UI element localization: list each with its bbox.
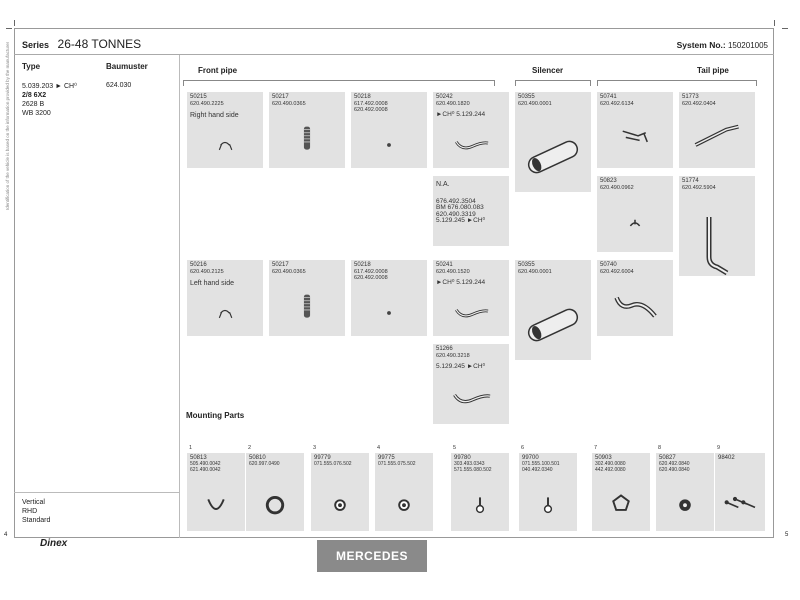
part-code: 50810 xyxy=(249,455,266,461)
clamp-bracket-icon xyxy=(187,134,263,168)
oem-number: 620.997.0490 xyxy=(249,461,280,467)
part-card-50355[interactable] xyxy=(515,92,591,192)
part-card-50741[interactable] xyxy=(597,92,673,168)
page-number-right: 5 xyxy=(785,532,789,538)
silencer-icon xyxy=(515,290,591,360)
mounting-part-index: 2 xyxy=(248,445,252,451)
mounting-part-index: 4 xyxy=(377,445,381,451)
oem-number: 302.490.0080 xyxy=(595,461,626,467)
curved-pipe-icon xyxy=(597,290,673,336)
part-code: 99775 xyxy=(378,455,395,461)
oem-number: 505.490.0042 xyxy=(190,461,221,467)
mounting-part-50813[interactable] xyxy=(187,445,245,531)
oem-number: 617.492.0008 xyxy=(354,100,388,107)
part-card-50355[interactable] xyxy=(515,260,591,360)
part-code: 51774 xyxy=(682,178,699,184)
part-code: 50218 xyxy=(354,262,371,268)
mounting-part-99775[interactable] xyxy=(375,445,433,531)
mounting-part-98402[interactable] xyxy=(715,445,765,531)
flex-hose-icon xyxy=(269,122,345,168)
part-note: 5.129.245 ►CH⁰ xyxy=(436,363,486,370)
brand-tab[interactable]: MERCEDES xyxy=(317,540,427,572)
part-code: 50217 xyxy=(272,262,289,268)
clamp-bracket-icon xyxy=(187,302,263,336)
mounting-part-index: 7 xyxy=(594,445,598,451)
mounting-part-99700[interactable] xyxy=(519,445,577,531)
oem-number: 620.492.0404 xyxy=(682,100,716,107)
oem-number: 620.490.0962 xyxy=(600,184,634,191)
bolt-icon xyxy=(451,487,509,531)
part-code: 99780 xyxy=(454,455,471,461)
part-code: 50355 xyxy=(518,94,535,100)
oem-number: 071.555.075.502 xyxy=(378,461,416,467)
oem-number: 620.490.0365 xyxy=(272,268,306,275)
oem-number: 620.490.0365 xyxy=(272,100,306,107)
bolt-set-icon xyxy=(715,487,765,531)
part-card-50217[interactable] xyxy=(269,92,345,168)
bent-pipe-icon xyxy=(433,302,509,336)
bent-pipe-icon xyxy=(433,134,509,168)
config-line: Vertical xyxy=(22,499,45,506)
oem-number: 571.555.080.502 xyxy=(454,467,492,473)
dinex-logo: Dinex xyxy=(40,538,68,549)
baumuster-label: Baumuster xyxy=(106,62,148,71)
oem-number: 620.490.1520 xyxy=(436,268,470,275)
part-code: 50827 xyxy=(659,455,676,461)
part-code: 50813 xyxy=(190,455,207,461)
oem-number: 620.490.0001 xyxy=(518,268,552,275)
part-code: 50217 xyxy=(272,94,289,100)
section-silencer: Silencer xyxy=(532,66,564,75)
mounting-part-50810[interactable] xyxy=(246,445,304,531)
oem-number: 676.492.3504 xyxy=(436,197,476,205)
clip-icon xyxy=(656,487,714,531)
system-header xyxy=(677,40,768,50)
oem-number: 071.555.100.501 xyxy=(522,461,560,467)
part-code: 99700 xyxy=(522,455,539,461)
oem-number: 620.492.5904 xyxy=(682,184,716,191)
part-card-50218[interactable] xyxy=(351,260,427,336)
section-front-pipe: Front pipe xyxy=(198,66,238,75)
mounting-part-index: 1 xyxy=(189,445,193,451)
oem-number: 620.490.3319 xyxy=(436,210,476,218)
part-card-50216[interactable] xyxy=(187,260,263,336)
part-code: 98402 xyxy=(718,455,735,461)
mounting-part-index: 8 xyxy=(658,445,662,451)
hose-clamp-icon xyxy=(246,487,304,531)
mounting-part-index: 5 xyxy=(453,445,457,451)
mounting-part-99780[interactable] xyxy=(451,445,509,531)
flex-hose-icon xyxy=(269,290,345,336)
front-pipe-bracket xyxy=(183,80,495,86)
oem-number: 620.490.1820 xyxy=(436,100,470,107)
oem-number: 442.492.0080 xyxy=(595,467,626,473)
oem-number: 621.490.0042 xyxy=(190,467,221,473)
part-card-na[interactable] xyxy=(433,176,509,246)
oem-number: 620.490.2225 xyxy=(190,100,224,107)
part-card-50241[interactable] xyxy=(433,260,509,336)
series-value: 26-48 TONNES xyxy=(57,37,142,51)
vehicle-model xyxy=(22,82,77,118)
bracket-set-icon xyxy=(597,122,673,168)
part-card-50823[interactable] xyxy=(597,176,673,252)
part-note: Right hand side xyxy=(190,112,239,119)
oem-number: 620.492.0008 xyxy=(354,275,388,281)
oem-number: 071.555.076.502 xyxy=(314,461,352,467)
part-note: ►CH⁰ 5.129.244 xyxy=(436,111,486,118)
u-clamp-icon xyxy=(187,487,245,531)
section-mounting-parts: Mounting Parts xyxy=(186,411,245,420)
config-line: Standard xyxy=(22,517,51,524)
silencer-bracket xyxy=(515,80,591,86)
oem-number: 620.492.0008 xyxy=(354,107,388,113)
part-code: 50241 xyxy=(436,262,453,268)
nut-icon xyxy=(311,487,369,531)
gasket-icon xyxy=(351,122,427,168)
oem-number: 620.492.0840 xyxy=(659,461,690,467)
part-card-50215[interactable] xyxy=(187,92,263,168)
silencer-icon xyxy=(515,122,591,192)
oem-number: 620.490.0001 xyxy=(518,100,552,107)
config-line: RHD xyxy=(22,508,38,515)
part-code: 50903 xyxy=(595,455,612,461)
small-clamp-icon xyxy=(597,206,673,252)
bolt-icon xyxy=(519,487,577,531)
part-card-50242[interactable] xyxy=(433,92,509,168)
system-value: 150201005 xyxy=(727,41,768,50)
part-code: 50740 xyxy=(600,262,617,268)
oem-number: 617.492.0008 xyxy=(354,268,388,275)
part-code: 50741 xyxy=(600,94,617,100)
model-line: 2628 B xyxy=(22,101,45,108)
vehicle-info-column xyxy=(14,55,180,538)
model-line: 5.039.203 ► CH⁰ xyxy=(22,83,77,90)
part-card-50218[interactable] xyxy=(351,92,427,168)
part-card-50740[interactable] xyxy=(597,260,673,336)
part-code: 50355 xyxy=(518,262,535,268)
part-code: 99779 xyxy=(314,455,331,461)
oem-number: 620.490.3218 xyxy=(436,352,470,359)
oem-number: 620.490.0840 xyxy=(659,467,690,473)
nut-icon xyxy=(375,487,433,531)
bent-pipe-icon xyxy=(433,386,509,424)
page-number-left: 4 xyxy=(4,532,8,538)
vertical-disclaimer: Identification of the vehicle is based on the information provided by the manufacturer xyxy=(5,41,10,210)
part-card-51773[interactable] xyxy=(679,92,755,168)
long-tail-pipe-icon xyxy=(679,206,755,276)
oem-number: 5.129.245 ►CH⁰ xyxy=(436,217,486,224)
mounting-part-index: 9 xyxy=(717,445,721,451)
system-label: System No.: xyxy=(676,40,726,50)
mounting-part-99779[interactable] xyxy=(311,445,369,531)
series-header xyxy=(22,37,141,51)
oem-number: 620.492.6134 xyxy=(600,100,634,107)
part-code: 50215 xyxy=(190,94,207,100)
oem-number: BM 676.080.083 xyxy=(436,204,484,211)
ring-gasket-icon xyxy=(592,487,650,531)
info-divider xyxy=(14,492,180,493)
oem-number: 040.492.0340 xyxy=(522,467,553,473)
series-label: Series xyxy=(22,40,50,50)
tail-pipe-icon xyxy=(679,122,755,168)
baumuster-value: 624.030 xyxy=(106,82,132,89)
model-line: WB 3200 xyxy=(22,110,51,117)
mounting-part-index: 6 xyxy=(521,445,525,451)
part-note: Left hand side xyxy=(190,280,234,287)
part-code: 50242 xyxy=(436,94,453,100)
tail-pipe-bracket xyxy=(597,80,757,86)
part-code: 50216 xyxy=(190,262,207,268)
type-label: Type xyxy=(22,62,41,71)
model-line: 2/8 6X2 xyxy=(22,92,47,99)
mounting-part-50903[interactable] xyxy=(592,445,650,531)
part-code: 50218 xyxy=(354,94,371,100)
part-card-51774[interactable] xyxy=(679,176,755,276)
part-card-50217[interactable] xyxy=(269,260,345,336)
gasket-icon xyxy=(351,290,427,336)
part-code: 51266 xyxy=(436,346,453,352)
oem-number: 303.493.0343 xyxy=(454,461,485,467)
oem-number: 620.490.2125 xyxy=(190,268,224,275)
oem-number: 620.492.6004 xyxy=(600,268,634,275)
mounting-part-index: 3 xyxy=(313,445,317,451)
part-note: ►CH⁰ 5.129.244 xyxy=(436,279,486,286)
section-tail-pipe: Tail pipe xyxy=(697,66,729,75)
configuration-info xyxy=(22,498,50,525)
part-code: 51773 xyxy=(682,94,699,100)
part-code: N.A. xyxy=(436,181,450,188)
mounting-part-50827[interactable] xyxy=(656,445,714,531)
part-card-51266[interactable] xyxy=(433,344,509,424)
part-code: 50823 xyxy=(600,178,617,184)
